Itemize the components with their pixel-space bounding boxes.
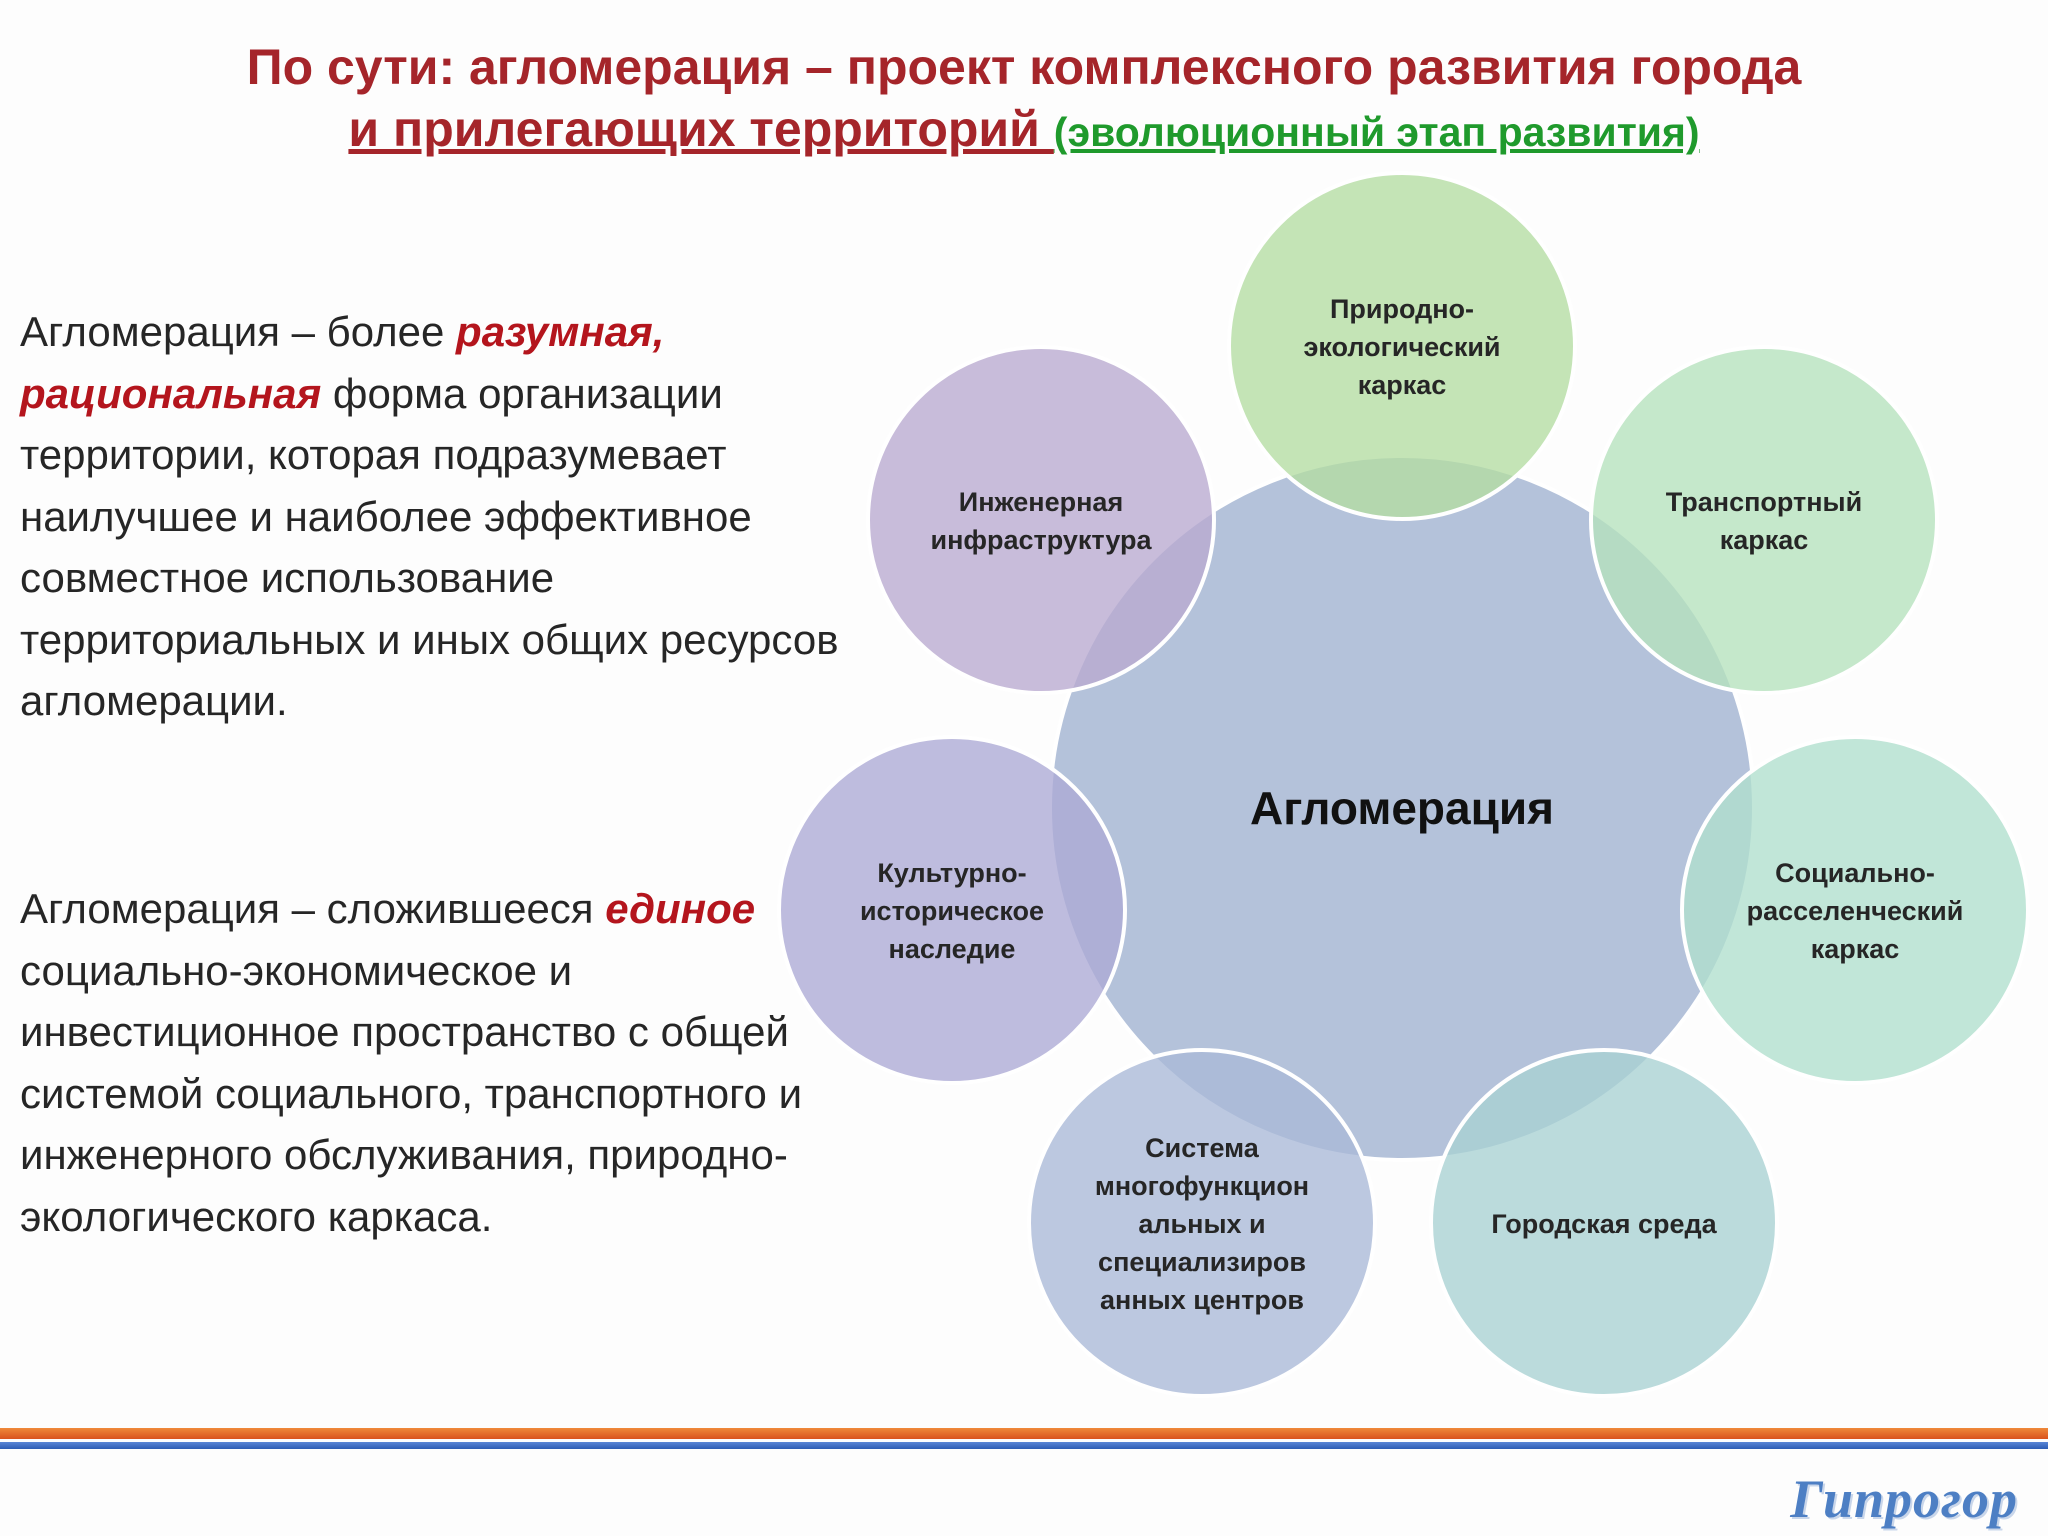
node-label-line: Культурно-	[877, 858, 1027, 888]
node-circle-transport	[1591, 347, 1937, 693]
node-label-urban	[1491, 1209, 1717, 1239]
para1-text-end: форма организации территории, которая подразумевает наилучшее и наиболее эффективное совместное использование территориальных и иных общих ресурсов агломерации.	[20, 369, 839, 724]
node-label-line: Система	[1145, 1133, 1259, 1163]
node-label-line: каркас	[1810, 934, 1900, 964]
node-label-line: каркас	[1719, 525, 1809, 555]
title-line-1: По сути: агломерация – проект комплексного развития города	[246, 39, 1802, 95]
node-label-line: специализиров	[1098, 1247, 1306, 1277]
node-label-line: Транспортный	[1665, 487, 1863, 517]
node-label-line: Городская среда	[1491, 1209, 1717, 1239]
node-label-line: наследие	[888, 934, 1016, 964]
node-label-line: Природно-	[1329, 294, 1475, 324]
node-label-line: анных центров	[1100, 1285, 1304, 1315]
footer-bar-orange	[0, 1428, 2048, 1439]
para2-text-end: социально-экономическое и инвестиционное пространство с общей системой социального, транспортного и инженерного обслуживания, природно-экологического каркаса.	[20, 946, 803, 1240]
title-subtitle: (эволюционный этап развития)	[1053, 109, 1700, 155]
para2-text-start: Агломерация – сложившееся	[20, 885, 606, 932]
node-circle-engineering	[868, 347, 1214, 693]
node-label-line: инфраструктура	[930, 525, 1152, 555]
node-label-line: Социально-	[1775, 858, 1935, 888]
footer-bar	[0, 1428, 2048, 1452]
giprogor-logo: Гипрогор	[1790, 1469, 2018, 1529]
node-label-line: альных и	[1138, 1209, 1266, 1239]
para2-emphasis: единое	[605, 885, 756, 932]
para1-text-start: Агломерация – более	[20, 308, 457, 355]
node-label-line: экологический	[1303, 332, 1501, 362]
node-label-line: каркас	[1357, 370, 1447, 400]
node-label-line: расселенческий	[1746, 896, 1964, 926]
title-line-2: и прилегающих территорий	[348, 101, 1054, 157]
para1-emphasis: разумная, рациональная	[20, 308, 665, 417]
node-label-line: Инженерная	[958, 487, 1124, 517]
footer-bar-blue	[0, 1442, 2048, 1449]
center-label: Агломерация	[1249, 782, 1555, 834]
node-label-line: историческое	[859, 896, 1045, 926]
node-label-line: многофункцион	[1094, 1171, 1310, 1201]
